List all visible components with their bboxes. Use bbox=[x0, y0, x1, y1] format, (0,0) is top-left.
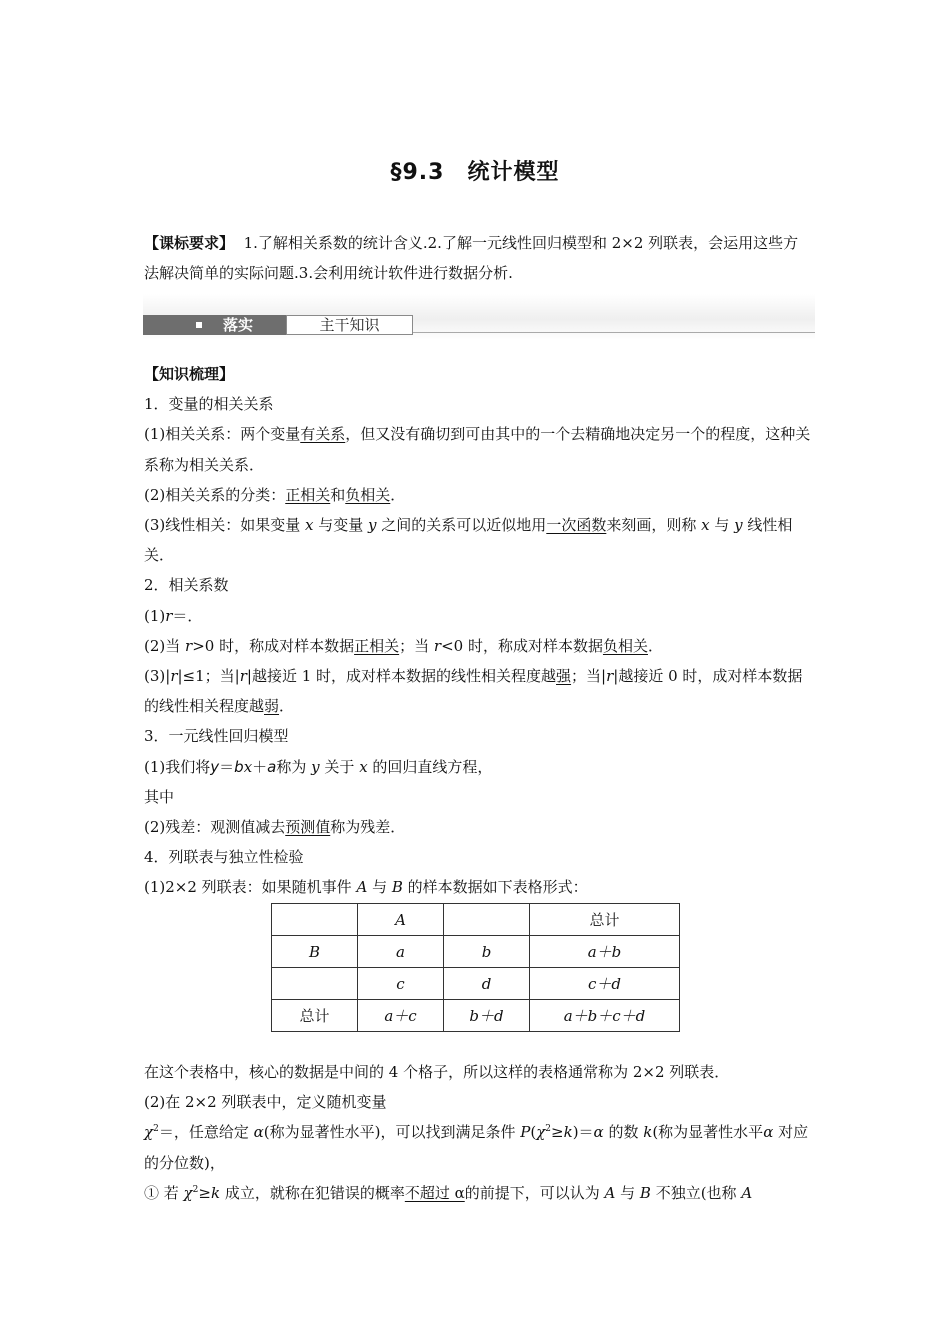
table-cell bbox=[272, 904, 358, 936]
independence-section bbox=[144, 1057, 812, 1208]
table-cell bbox=[272, 968, 358, 1000]
heading-3: 3．一元线性回归模型 bbox=[144, 727, 289, 746]
table-cell: A bbox=[358, 904, 444, 936]
square-bullet-icon bbox=[196, 322, 202, 328]
blank-answer: 强 bbox=[556, 667, 572, 686]
para-4-1: (1)2×2 列联表：如果随机事件 A 与 B 的样本数据如下表格形式： bbox=[144, 878, 588, 897]
heading-1: 1．变量的相关关系 bbox=[144, 395, 274, 414]
table-row bbox=[272, 968, 680, 1000]
course-requirement bbox=[144, 228, 812, 288]
para-1-3: (3)线性相关：如果变量 x 与变量 y 之间的关系可以近似地用一次函数来刻画，则称 x 与 y 线性相关． bbox=[144, 516, 793, 565]
table-cell bbox=[444, 904, 530, 936]
para-table-note: 在这个表格中，核心的数据是中间的 4 个格子，所以这样的表格通常称为 2×2 列联表． bbox=[144, 1063, 730, 1081]
table-cell: c bbox=[358, 968, 444, 1000]
requirement-tag: 【课标要求】 bbox=[144, 234, 235, 252]
para-3-2: (2)残差：观测值减去预测值称为残差． bbox=[144, 818, 406, 837]
blank-answer: 弱 bbox=[264, 697, 280, 716]
para-4-2: (2)在 2×2 列联表中，定义随机变量 bbox=[144, 1093, 387, 1112]
blank-answer: 预测值 bbox=[285, 818, 331, 837]
table-cell: c＋d bbox=[530, 968, 680, 1000]
para-chi-square: $\chi^2=$，任意给定 α(称为显著性水平)，可以找到满足条件 $P(\chi^2\ge k)=\alpha$ 的数 k(称为显著性水平α 对应的分位数)， bbox=[144, 1123, 809, 1172]
banner-dark-block bbox=[143, 315, 286, 335]
table-cell: a＋c bbox=[358, 1000, 444, 1032]
blank-answer: 不超过 α bbox=[404, 1183, 465, 1202]
heading-2: 2．相关系数 bbox=[144, 576, 229, 595]
blank-answer: 有关系 bbox=[300, 425, 346, 444]
blank-answer: 正相关 bbox=[354, 636, 400, 655]
para-3-1-note: 其中 bbox=[144, 787, 175, 806]
table-cell: a＋b bbox=[530, 936, 680, 968]
table-cell: b bbox=[444, 936, 530, 968]
table-cell: b＋d bbox=[444, 1000, 530, 1032]
table-cell: a＋b＋c＋d bbox=[530, 1000, 680, 1032]
banner-light-label: 主干知识 bbox=[286, 315, 413, 335]
para-3-1: (1)我们将y＝bx＋a称为 y 关于 x 的回归直线方程， bbox=[144, 757, 493, 776]
banner-rule bbox=[413, 332, 815, 333]
blank-answer: 负相关 bbox=[602, 636, 648, 655]
page-title: §9.3 统计模型 bbox=[390, 160, 560, 185]
requirement-text: 1.了解相关系数的统计含义.2.了解一元线性回归模型和 2×2 列联表，会运用这些方法解决简单的实际问题.3.会利用统计软件进行数据分析. bbox=[144, 234, 799, 282]
table-row bbox=[272, 1000, 680, 1032]
contingency-table bbox=[271, 903, 680, 1032]
blank-answer: 一次函数 bbox=[546, 516, 607, 535]
para-1-1: (1)相关关系：两个变量有关系，但又没有确切到可由其中的一个去精确地决定另一个的程度，这种关系称为相关关系． bbox=[144, 425, 811, 474]
blank-answer: 正相关 bbox=[285, 485, 331, 504]
table-cell: d bbox=[444, 968, 530, 1000]
section-banner bbox=[143, 294, 815, 340]
heading-4: 4．列联表与独立性检验 bbox=[144, 848, 304, 867]
para-2-3: (3)|r|≤1；当|r|越接近 1 时，成对样本数据的线性相关程度越强；当|r|越接近 0 时，成对样本数据的线性相关程度越弱． bbox=[144, 667, 803, 716]
table-cell: 总计 bbox=[272, 1000, 358, 1032]
banner-dark-label: 落实 bbox=[223, 316, 254, 334]
blank-answer: 负相关 bbox=[345, 485, 391, 504]
knowledge-section bbox=[144, 359, 812, 903]
para-2-2: (2)当 r>0 时，称成对样本数据正相关；当 r<0 时，称成对样本数据负相关． bbox=[144, 636, 663, 655]
table-row bbox=[272, 936, 680, 968]
para-1-2: (2)相关关系的分类：正相关和负相关． bbox=[144, 485, 406, 504]
table-cell: a bbox=[358, 936, 444, 968]
para-rule-1: ① 若 $\chi^2\ge k$ 成立，就称在犯错误的概率不超过 α的前提下，可以认为 A 与 B 不独立(也称 A bbox=[144, 1183, 753, 1202]
section-heading: 【知识梳理】 bbox=[144, 365, 235, 383]
para-2-1: (1)r＝． bbox=[144, 606, 203, 625]
table-cell: B bbox=[272, 936, 358, 968]
table-cell: 总计 bbox=[530, 904, 680, 936]
table-row bbox=[272, 904, 680, 936]
